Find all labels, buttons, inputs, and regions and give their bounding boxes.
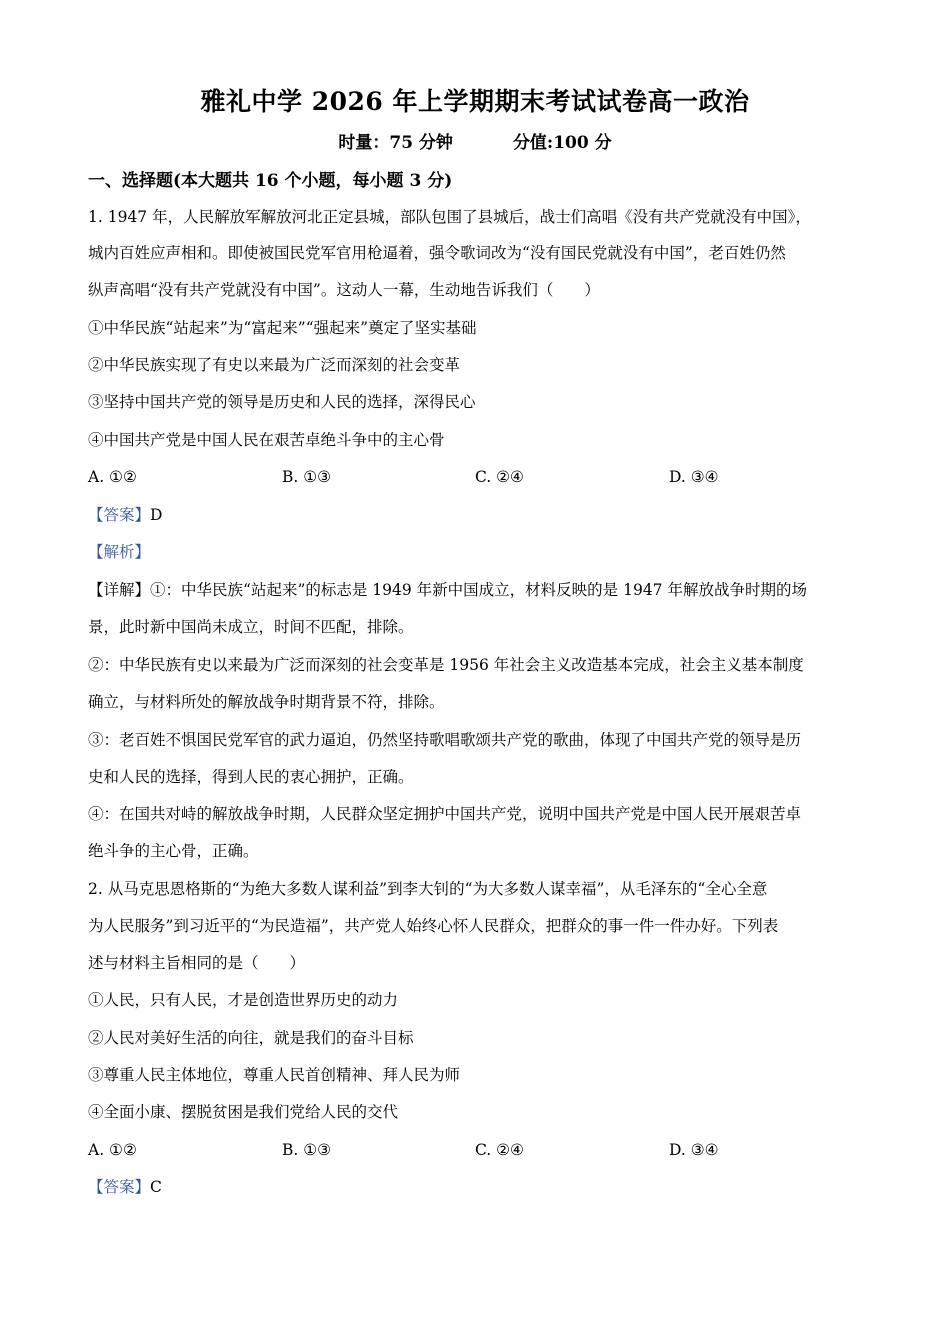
q1-detail-line: ②：中华民族有史以来最为广泛而深刻的社会变革是 1956 年社会主义改造基本完成，社会主义基本制度 <box>88 656 804 674</box>
answer-tag: 【答案】 <box>88 506 151 524</box>
q1-detail-line <box>88 580 868 600</box>
q1-item: ③坚持中国共产党的领导是历史和人民的选择，深得民心 <box>88 393 476 411</box>
q1-stem-line: 纵声高唱“没有共产党就没有中国”。这动人一幕，生动地告诉我们（ ） <box>88 281 600 299</box>
option-b: B. ①③ <box>282 1141 332 1159</box>
q1-stem-line: 1. 1947 年，人民解放军解放河北正定县城，部队包围了县城后，战士们高唱《没有共产党就没有中国》， <box>88 208 811 226</box>
answer-tag: 【答案】 <box>88 1178 151 1196</box>
q2-item: ④全面小康、摆脱贫困是我们党给人民的交代 <box>88 1103 399 1121</box>
q1-item: ①中华民族“站起来”为“富起来”“强起来”奠定了坚实基础 <box>88 319 477 337</box>
analysis-tag: 【解析】 <box>88 543 151 561</box>
option-c: C. ②④ <box>475 468 524 486</box>
answer-value: D <box>150 506 163 524</box>
q1-detail-line: 绝斗争的主心骨，正确。 <box>88 842 259 860</box>
q2-item: ①人民，只有人民，才是创造世界历史的动力 <box>88 991 399 1009</box>
option-b: B. ①③ <box>282 468 332 486</box>
option-a: A. ①② <box>88 468 137 486</box>
q1-item: ②中华民族实现了有史以来最为广泛而深刻的社会变革 <box>88 356 461 374</box>
q2-stem-line: 2. 从马克思恩格斯的“为绝大多数人谋利益”到李大钊的“为大多数人谋幸福”，从毛泽东的“全心全意 <box>88 880 768 898</box>
exam-meta <box>0 128 950 153</box>
detail-text: ①：中华民族“站起来”的标志是 1949 年新中国成立，材料反映的是 1947 年解放战争时期的场 <box>150 581 807 599</box>
score-label: 分值:100 分 <box>512 133 612 153</box>
q1-detail-line: 景，此时新中国尚未成立，时间不匹配，排除。 <box>88 618 414 636</box>
time-label: 时量：75 分钟 <box>338 133 453 153</box>
section-heading: 一、选择题(本大题共 16 个小题，每小题 3 分) <box>88 171 453 191</box>
q2-stem-line: 述与材料主旨相同的是（ ） <box>88 954 306 972</box>
option-c: C. ②④ <box>475 1141 524 1159</box>
q2-item: ③尊重人民主体地位，尊重人民首创精神、拜人民为师 <box>88 1066 461 1084</box>
option-a: A. ①② <box>88 1141 137 1159</box>
option-d: D. ③④ <box>669 468 719 486</box>
q1-analysis <box>88 542 868 562</box>
q1-detail-line: 确立，与材料所处的解放战争时期背景不符，排除。 <box>88 693 445 711</box>
q1-answer <box>88 505 868 525</box>
q2-item: ②人民对美好生活的向往，就是我们的奋斗目标 <box>88 1029 414 1047</box>
q1-detail-line: 史和人民的选择，得到人民的衷心拥护，正确。 <box>88 768 414 786</box>
page-title: 雅礼中学 2026 年上学期期末考试试卷高一政治 <box>200 87 750 116</box>
q2-answer <box>88 1177 868 1197</box>
detail-tag: 【详解】 <box>88 581 151 599</box>
option-d: D. ③④ <box>669 1141 719 1159</box>
q2-stem-line: 为人民服务”到习近平的“为民造福”，共产党人始终心怀人民群众，把群众的事一件一件办好。下列表 <box>88 917 779 935</box>
q1-detail-line: ③：老百姓不惧国民党军官的武力逼迫，仍然坚持歌唱歌颂共产党的歌曲，体现了中国共产党的领导是历 <box>88 731 802 749</box>
answer-value: C <box>150 1178 162 1196</box>
q1-detail-line: ④：在国共对峙的解放战争时期，人民群众坚定拥护中国共产党，说明中国共产党是中国人民开展艰苦卓 <box>88 805 802 823</box>
q1-item: ④中国共产党是中国人民在艰苦卓绝斗争中的主心骨 <box>88 431 445 449</box>
q1-stem-line: 城内百姓应声相和。即使被国民党军官用枪逼着，强令歌词改为“没有国民党就没有中国”，老百姓仍然 <box>88 244 786 262</box>
